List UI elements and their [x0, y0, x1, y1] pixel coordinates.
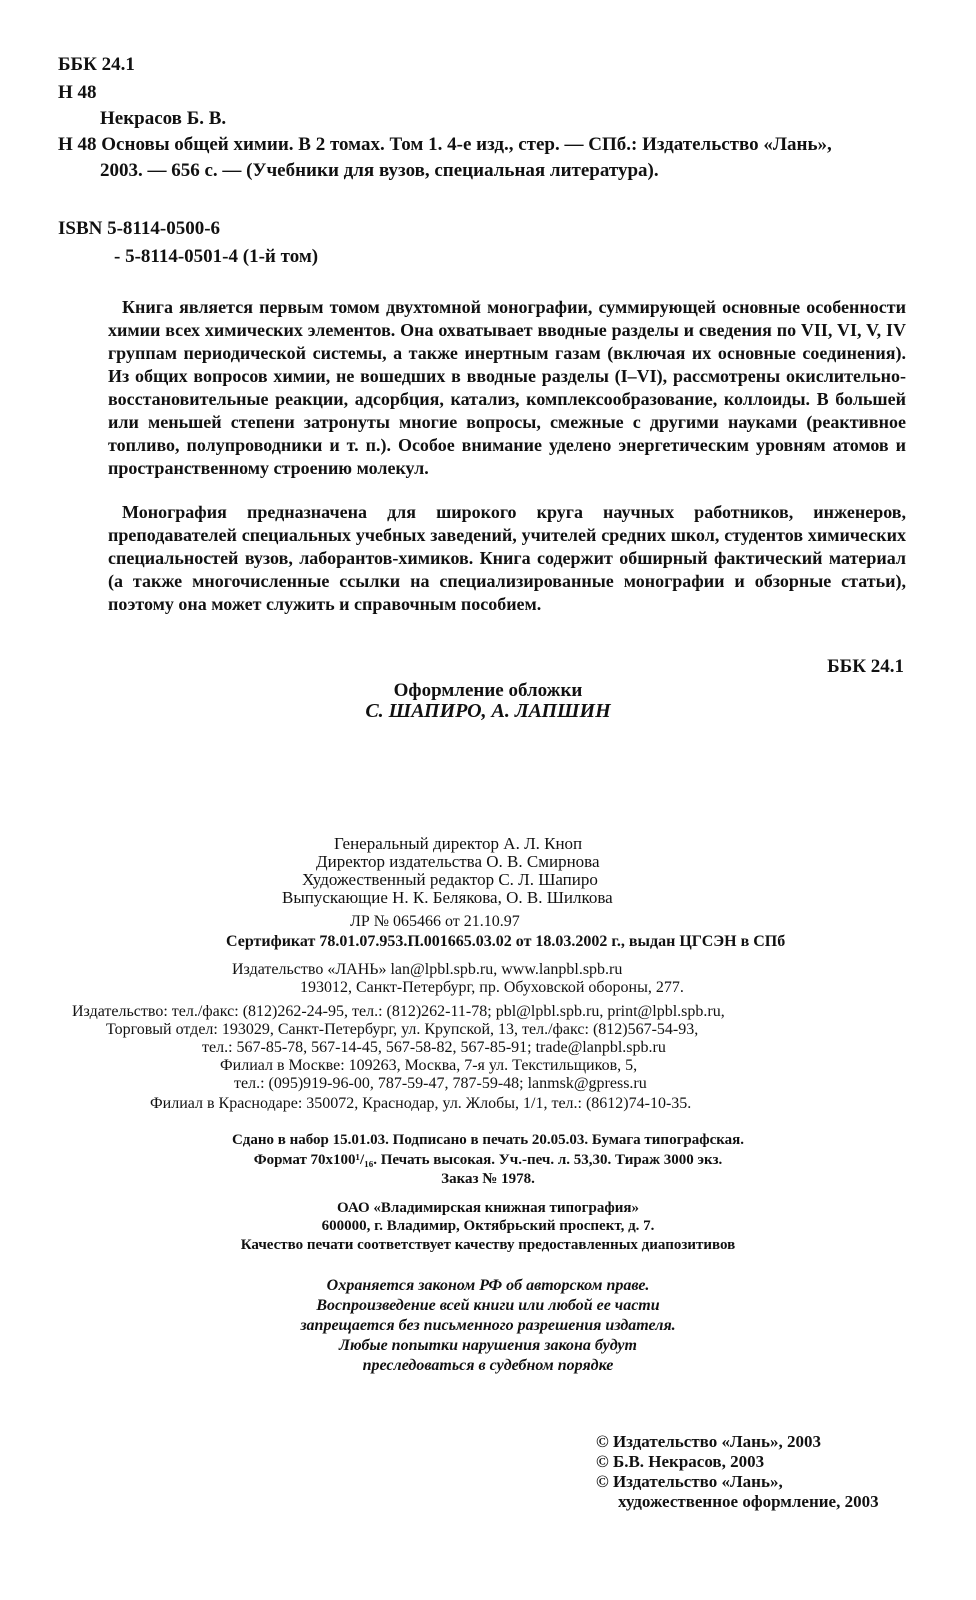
bibliographic-reference-line-2: 2003. — 656 с. — (Учебники для вузов, специальная литература).: [100, 160, 659, 181]
print-quality-note: Качество печати соответствует качеству предоставленных диапозитивов: [240, 1237, 736, 1253]
staff-publishing-director: Директор издательства О. В. Смирнова: [316, 852, 600, 871]
author-code: Н 48: [58, 82, 97, 103]
staff-art-editor: Художественный редактор С. Л. Шапиро: [302, 870, 598, 889]
cover-design-title: Оформление обложки: [393, 680, 583, 701]
moscow-branch-line-2: тел.: (095)919-96-00, 787-59-47, 787-59-48; lanmsk@gpress.ru: [234, 1075, 647, 1092]
krasnodar-branch: Филиал в Краснодаре: 350072, Краснодар, ул. Жлобы, 1/1, тел.: (8612)74-10-35.: [150, 1095, 692, 1112]
copyright-art-design: художественное оформление, 2003: [618, 1492, 879, 1511]
bbk-code: ББК 24.1: [58, 54, 135, 75]
license-number: ЛР № 065466 от 21.10.97: [350, 913, 520, 930]
copyright-law-line-4: Любые попытки нарушения закона будут: [339, 1337, 637, 1354]
bbk-code-right: ББК 24.1: [827, 656, 904, 677]
copyright-author: © Б.В. Некрасов, 2003: [596, 1452, 765, 1471]
certificate-line: Сертификат 78.01.07.953.П.001665.03.02 от 18.03.2002 г., выдан ЦГСЭН в СПб: [226, 933, 786, 950]
publisher-office: Издательство: тел./факс: (812)262-24-95, тел.: (812)262-11-78; pbl@lpbl.spb.ru, print@lpbl.spb.ru,: [72, 1003, 725, 1020]
publisher-address: 193012, Санкт-Петербург, пр. Обуховской обороны, 277.: [300, 979, 684, 996]
order-number: Заказ № 1978.: [441, 1171, 535, 1187]
trade-department-line-2: тел.: 567-85-78, 567-14-45, 567-58-82, 567-85-91; trade@lanpbl.spb.ru: [202, 1039, 666, 1056]
copyright-publisher: © Издательство «Лань», 2003: [596, 1432, 821, 1451]
author-name: Некрасов Б. В.: [100, 108, 227, 129]
isbn-volume: - 5-8114-0501-4 (1-й том): [114, 246, 319, 267]
abstract-paragraph-2: Монография предназначена для широкого круга научных работников, инженеров, преподавателей специальных учебных заведений, учителей средних школ, студентов химических специальностей вузов, лаборантов-химиков. Книга содержит обширный фактический материал (а также многочисленные ссылки на специализированные монографии и обзорные статьи), поэтому она может служить и справочным пособием.: [108, 502, 906, 614]
isbn-set: ISBN 5-8114-0500-6: [58, 218, 221, 239]
moscow-branch-line-1: Филиал в Москве: 109263, Москва, 7-я ул. Текстильщиков, 5,: [220, 1057, 638, 1074]
copyright-law-line-2: Воспроизведение всей книги или любой ее части: [316, 1297, 660, 1314]
cover-designers: С. ШАПИРО, А. ЛАПШИН: [365, 700, 611, 722]
staff-release-editors: Выпускающие Н. К. Белякова, О. В. Шилкова: [282, 888, 613, 907]
print-info-line-2: Формат 70х100¹/₁₆. Печать высокая. Уч.-печ. л. 53,30. Тираж 3000 экз.: [253, 1152, 723, 1168]
copyright-publisher-art: © Издательство «Лань»,: [596, 1472, 783, 1491]
abstract-paragraph-1: Книга является первым томом двухтомной монографии, суммирующей основные особенности химии всех химических элементов. Она охватывает вводные разделы и сведения по VII, VI, V, IV группам периодической системы, а также инертным газам (включая их основные соединения). Из общих вопросов химии, не вошедших в вводные разделы (I–VI), рассмотрены окислительно-восстановительные реакции, адсорбция, катализ, комплексообразование, коллоиды. В большей или меньшей степени затронуты многие вопросы, смежные с другими науками (реактивное топливо, полупроводники и т. п.). Особое внимание уделено энергетическим уровням атомов и пространственному строению молекул.: [108, 297, 906, 478]
copyright-law-line-3: запрещается без письменного разрешения издателя.: [300, 1317, 676, 1334]
bibliographic-reference-line-1: Н 48 Основы общей химии. В 2 томах. Том 1. 4-е изд., стер. — СПб.: Издательство «Лань»,: [58, 134, 832, 155]
print-info-line-1: Сдано в набор 15.01.03. Подписано в печать 20.05.03. Бумага типографская.: [231, 1132, 745, 1148]
publisher-contacts: Издательство «ЛАНЬ» lan@lpbl.spb.ru, www.lanpbl.spb.ru: [232, 961, 623, 978]
trade-department-line-1: Торговый отдел: 193029, Санкт-Петербург, ул. Крупской, 13, тел./факс: (812)567-54-93,: [106, 1021, 699, 1038]
printing-house-name: ОАО «Владимирская книжная типография»: [337, 1200, 639, 1216]
isbn-volume-text: 5-8114-0501-4 (1-й том): [125, 246, 319, 267]
copyright-law-line-1: Охраняется законом РФ об авторском праве.: [326, 1277, 650, 1294]
staff-general-director: Генеральный директор А. Л. Кноп: [334, 834, 583, 853]
printing-house-address: 600000, г. Владимир, Октябрьский проспект, д. 7.: [321, 1218, 655, 1234]
copyright-law-line-5: преследоваться в судебном порядке: [362, 1357, 614, 1374]
